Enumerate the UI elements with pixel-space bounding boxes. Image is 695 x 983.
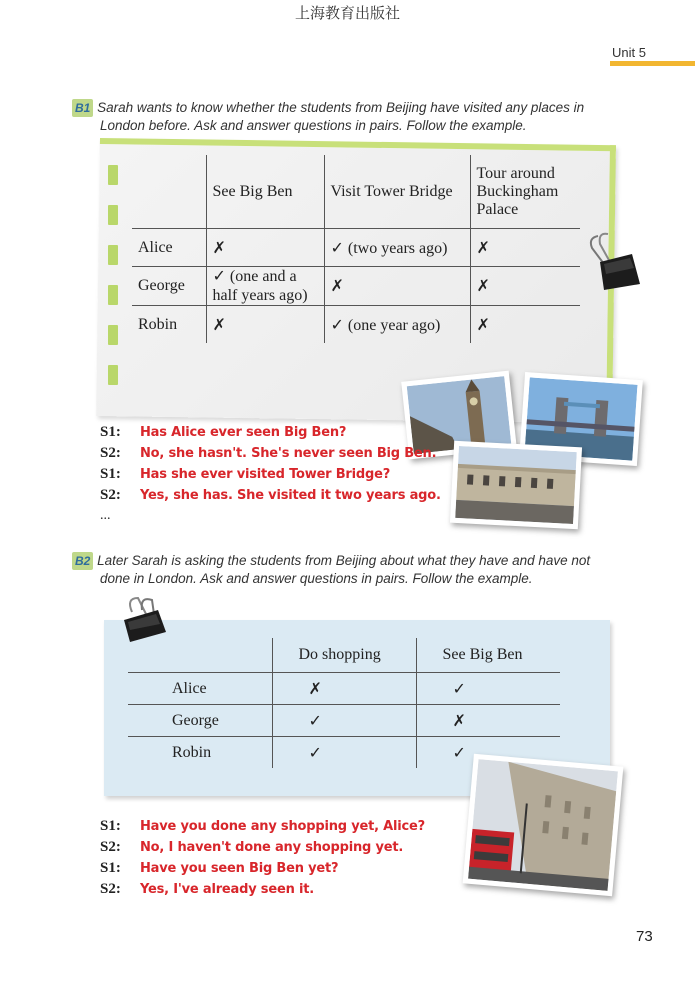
buckingham-palace-photo <box>450 441 582 530</box>
table-header-cell: Do shopping <box>272 638 416 673</box>
table-row <box>128 705 560 737</box>
speaker-label: S1: <box>100 860 121 876</box>
notebook-tab <box>108 285 118 305</box>
table-cell: ✓ <box>416 737 560 769</box>
speaker-label: S1: <box>100 818 121 834</box>
notebook-tab <box>108 325 118 345</box>
table-cell: ✗ <box>470 267 580 306</box>
table-row <box>128 673 560 705</box>
b1-instruction <box>72 99 632 135</box>
b1-instruction-line1: Sarah wants to know whether the students from Beijing have visited any places in <box>97 100 585 115</box>
b1-dialog <box>100 424 441 526</box>
student-name: Robin <box>128 737 272 769</box>
binder-clip-icon <box>584 232 644 294</box>
table-cell: ✗ <box>470 306 580 344</box>
table-header-row <box>128 638 560 673</box>
b1-instruction-line2: London before. Ask and answer questions in pairs. Follow the example. <box>100 118 527 133</box>
page-number: 73 <box>636 928 653 945</box>
table-header-cell: Tour around Buckingham Palace <box>470 155 580 229</box>
b2-dialog <box>100 818 425 902</box>
dialog-line <box>100 860 425 881</box>
table-cell: ✓ <box>272 737 416 769</box>
speaker-label: S2: <box>100 881 121 897</box>
table-header-cell <box>132 155 206 229</box>
b2-instruction-line1: Later Sarah is asking the students from Beijing about what they have and have not <box>97 553 591 568</box>
dialog-text: Have you done any shopping yet, Alice? <box>140 819 426 834</box>
table-header-cell: See Big Ben <box>206 155 324 229</box>
speaker-label: S2: <box>100 445 121 461</box>
table-header-row <box>132 155 580 229</box>
student-name: Robin <box>132 306 206 344</box>
student-name: Alice <box>132 229 206 267</box>
dialog-line <box>100 839 425 860</box>
publisher-name: 上海教育出版社 <box>294 4 400 22</box>
dialog-line <box>100 424 441 445</box>
table-row <box>132 267 580 306</box>
speaker-label: S2: <box>100 487 121 503</box>
dialog-line <box>100 881 425 902</box>
speaker-label: S1: <box>100 466 121 482</box>
dialog-text: Have you seen Big Ben yet? <box>140 861 339 876</box>
table-header-cell: See Big Ben <box>416 638 560 673</box>
speaker-label: S2: <box>100 839 121 855</box>
table-row <box>132 306 580 344</box>
table-cell: ✓ <box>416 673 560 705</box>
table-cell: ✗ <box>206 306 324 344</box>
dialog-line <box>100 445 441 466</box>
notebook-tab <box>108 205 118 225</box>
dialog-text: No, I haven't done any shopping yet. <box>140 840 404 855</box>
dialog-text: Has she ever visited Tower Bridge? <box>140 467 391 482</box>
student-name: George <box>128 705 272 737</box>
b2-instruction-line2: done in London. Ask and answer questions in pairs. Follow the example. <box>100 571 533 586</box>
table-cell: ✓ (two years ago) <box>324 229 470 267</box>
dialog-line <box>100 487 441 508</box>
b2-badge: B2 <box>72 552 93 570</box>
table-cell: ✓ (one year ago) <box>324 306 470 344</box>
table-cell: ✗ <box>324 267 470 306</box>
dialog-text: Has Alice ever seen Big Ben? <box>140 425 347 440</box>
student-name: George <box>132 267 206 306</box>
table-header-cell <box>128 638 272 673</box>
table-header-cell: Visit Tower Bridge <box>324 155 470 229</box>
notebook-tab <box>108 365 118 385</box>
dialog-ellipsis: ... <box>100 508 111 523</box>
table-cell: ✗ <box>470 229 580 267</box>
table-row <box>132 229 580 267</box>
table-cell: ✓ <box>272 705 416 737</box>
unit-label: Unit 5 <box>612 45 646 60</box>
student-name: Alice <box>128 673 272 705</box>
b1-table <box>132 155 580 343</box>
table-cell: ✓ (one and a half years ago) <box>206 267 324 306</box>
notebook-tab <box>108 165 118 185</box>
table-cell: ✗ <box>206 229 324 267</box>
unit-accent-bar <box>610 61 695 66</box>
speaker-label: S1: <box>100 424 121 440</box>
dialog-line <box>100 466 441 487</box>
b1-badge: B1 <box>72 99 93 117</box>
dialog-text: Yes, she has. She visited it two years ago. <box>140 488 441 503</box>
b2-table <box>128 638 560 768</box>
regent-street-photo <box>463 754 624 897</box>
dialog-text: No, she hasn't. She's never seen Big Ben. <box>140 446 437 461</box>
dialog-line <box>100 818 425 839</box>
dialog-text: Yes, I've already seen it. <box>140 882 314 897</box>
table-cell: ✗ <box>272 673 416 705</box>
table-cell: ✗ <box>416 705 560 737</box>
b2-instruction <box>72 552 632 588</box>
notebook-tab <box>108 245 118 265</box>
